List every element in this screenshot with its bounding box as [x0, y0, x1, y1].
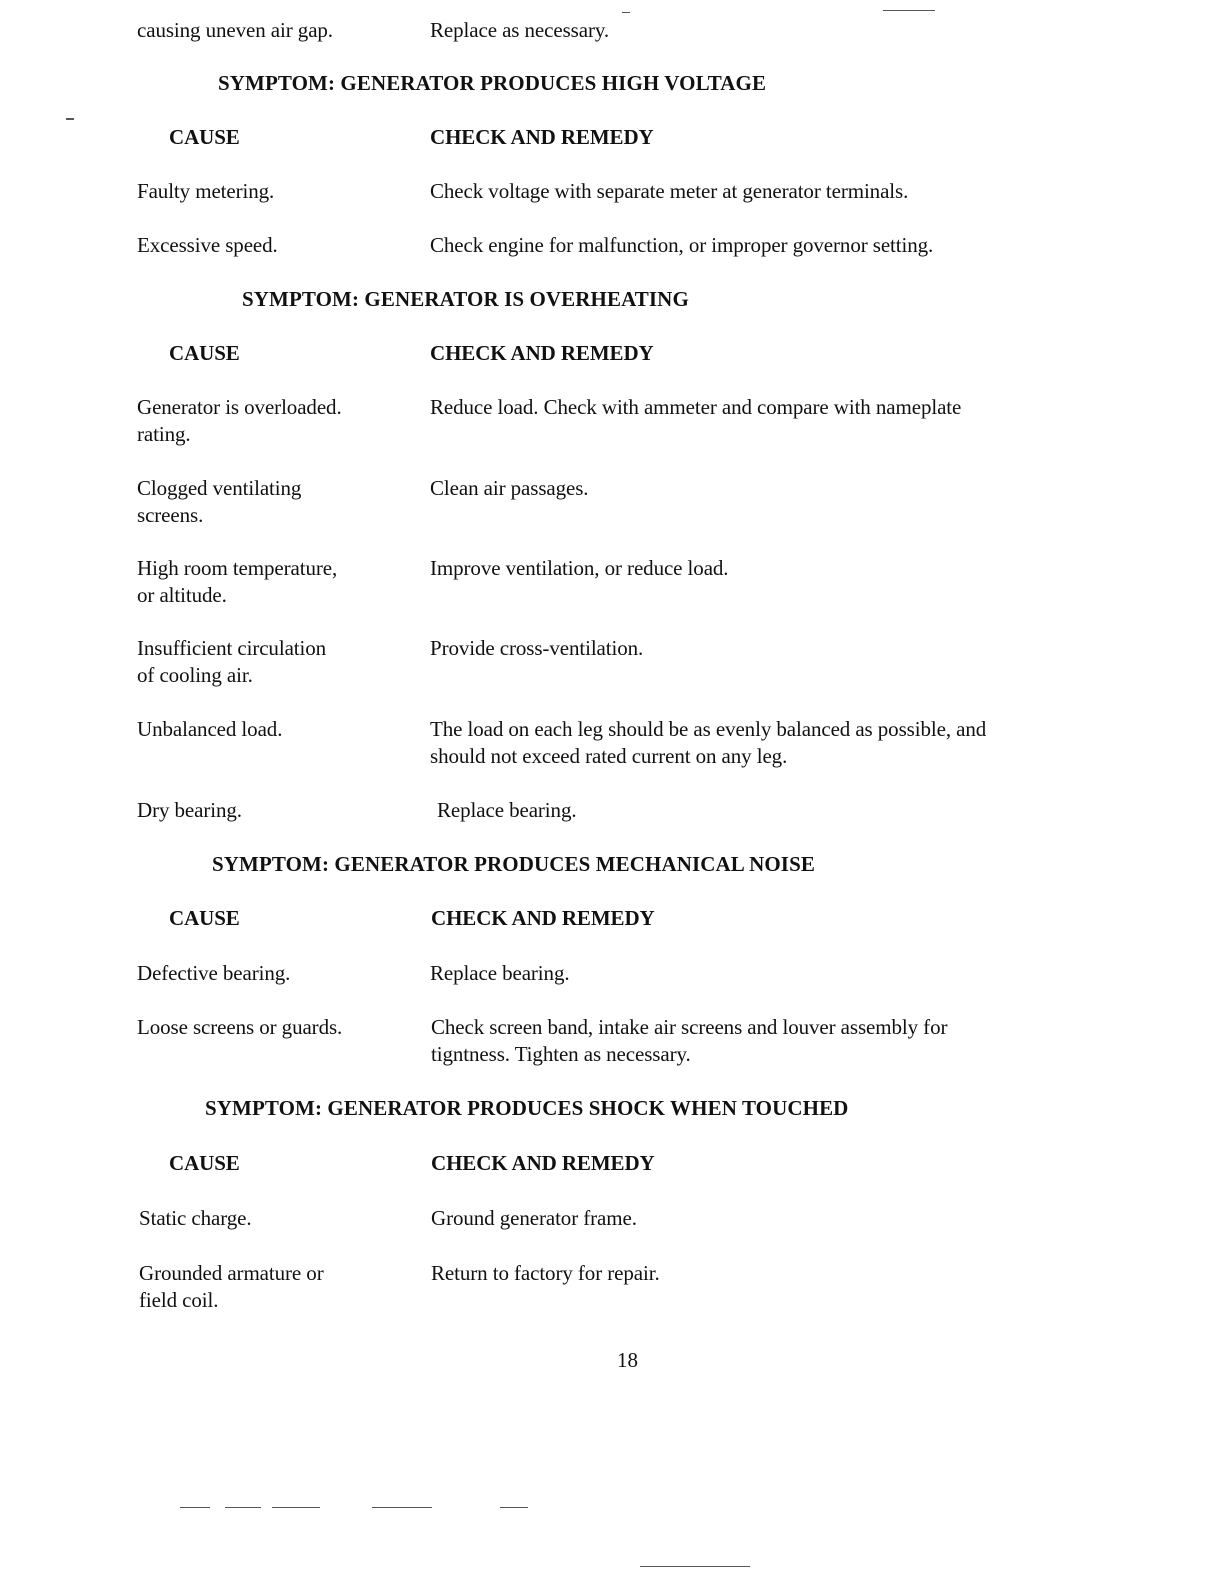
- cause-text-line1: Insufficient circulation: [137, 636, 327, 660]
- cause-text: Static charge.: [139, 1206, 252, 1230]
- section-title-shock: SYMPTOM: GENERATOR PRODUCES SHOCK WHEN TOUCHED: [205, 1096, 849, 1120]
- scan-artifact: [66, 118, 74, 120]
- cause-text: Loose screens or guards.: [137, 1015, 343, 1039]
- remedy-text: Reduce load. Check with ammeter and compare with nameplate: [430, 395, 962, 419]
- remedy-text: Replace bearing.: [430, 961, 570, 985]
- remedy-text-line1: Check screen band, intake air screens and louver assembly for: [431, 1015, 948, 1039]
- scan-artifact: [640, 1566, 750, 1567]
- continuation-remedy: Replace as necessary.: [430, 18, 610, 42]
- section-title-high-voltage: SYMPTOM: GENERATOR PRODUCES HIGH VOLTAGE: [218, 71, 767, 95]
- cause-text-line2: field coil.: [139, 1288, 219, 1312]
- cause-text-line1: High room temperature,: [137, 556, 338, 580]
- cause-text-line1: Generator is overloaded.: [137, 395, 342, 419]
- remedy-text: Replace bearing.: [437, 798, 577, 822]
- page-number: 18: [617, 1348, 638, 1372]
- section-title-overheating: SYMPTOM: GENERATOR IS OVERHEATING: [242, 287, 689, 311]
- cause-text-line2: screens.: [137, 503, 204, 527]
- cause-header: CAUSE: [169, 1151, 240, 1175]
- section-title-mechanical-noise: SYMPTOM: GENERATOR PRODUCES MECHANICAL NOISE: [212, 852, 815, 876]
- remedy-text: Provide cross-ventilation.: [430, 636, 644, 660]
- remedy-header: CHECK AND REMEDY: [431, 1151, 655, 1175]
- remedy-header: CHECK AND REMEDY: [430, 341, 654, 365]
- remedy-text: Clean air passages.: [430, 476, 589, 500]
- cause-text-line1: Grounded armature or: [139, 1261, 324, 1285]
- remedy-text: Check engine for malfunction, or improper governor setting.: [430, 233, 934, 257]
- cause-text: Unbalanced load.: [137, 717, 283, 741]
- continuation-cause: causing uneven air gap.: [137, 18, 333, 42]
- cause-text-line2: or altitude.: [137, 583, 227, 607]
- scan-artifact: [883, 10, 935, 11]
- cause-text: Dry bearing.: [137, 798, 242, 822]
- scan-artifact: [180, 1507, 210, 1508]
- cause-text: Excessive speed.: [137, 233, 278, 257]
- scan-artifact: [225, 1507, 261, 1508]
- remedy-text-line2: should not exceed rated current on any leg.: [430, 744, 788, 768]
- remedy-text: Check voltage with separate meter at generator terminals.: [430, 179, 909, 203]
- cause-text-line1: Clogged ventilating: [137, 476, 302, 500]
- cause-text-line2: of cooling air.: [137, 663, 253, 687]
- cause-header: CAUSE: [169, 906, 240, 930]
- remedy-header: CHECK AND REMEDY: [431, 906, 655, 930]
- remedy-header: CHECK AND REMEDY: [430, 125, 654, 149]
- cause-header: CAUSE: [169, 125, 240, 149]
- cause-text: Defective bearing.: [137, 961, 291, 985]
- remedy-text: Improve ventilation, or reduce load.: [430, 556, 729, 580]
- cause-header: CAUSE: [169, 341, 240, 365]
- scan-artifact: [622, 12, 630, 13]
- cause-text-line2: rating.: [137, 422, 191, 446]
- remedy-text-line1: The load on each leg should be as evenly balanced as possible, and: [430, 717, 987, 741]
- scan-artifact: [500, 1507, 528, 1508]
- scan-artifact: [372, 1507, 432, 1508]
- remedy-text-line2: tigntness. Tighten as necessary.: [431, 1042, 691, 1066]
- remedy-text: Ground generator frame.: [431, 1206, 637, 1230]
- remedy-text: Return to factory for repair.: [431, 1261, 660, 1285]
- cause-text: Faulty metering.: [137, 179, 275, 203]
- scan-artifact: [272, 1507, 320, 1508]
